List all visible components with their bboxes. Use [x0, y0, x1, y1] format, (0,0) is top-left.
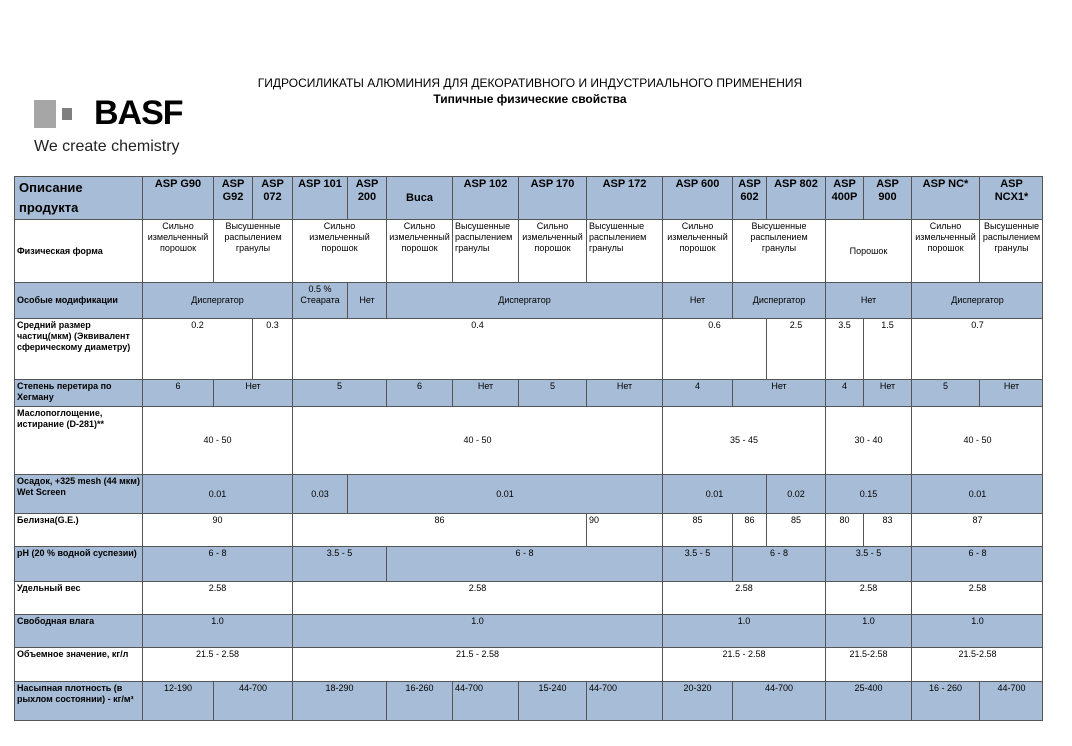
- header-buca: Buca: [386, 176, 452, 219]
- oil-value: 40 - 50: [911, 406, 1043, 474]
- logo-brand: BASF: [94, 94, 183, 132]
- header-asp-802: ASP 802: [766, 176, 825, 219]
- ph-value: 6 - 8: [911, 546, 1043, 581]
- size-value: 3.5: [825, 318, 863, 379]
- hegman-value: Нет: [213, 379, 292, 406]
- residue-value: 0.01: [347, 474, 662, 513]
- hegman-value: Нет: [452, 379, 518, 406]
- label-physical-form: Физическая форма: [14, 219, 142, 282]
- residue-value: 0.15: [825, 474, 911, 513]
- size-value: 0.6: [662, 318, 766, 379]
- moisture-value: 1.0: [825, 614, 911, 647]
- density-value: 44-700: [979, 681, 1043, 721]
- header-description: Описание продукта: [14, 176, 142, 219]
- mod-dispersant: Диспергатор: [386, 282, 662, 318]
- header-asp-nc: ASP NC*: [911, 176, 979, 219]
- form-fine-powder: Сильно измельченный порошок: [518, 219, 586, 282]
- header-asp-ncx1: ASP NCX1*: [979, 176, 1043, 219]
- density-value: 16 - 260: [911, 681, 979, 721]
- form-spray-granules: Высушенные распылением гранулы: [979, 219, 1043, 282]
- hegman-value: 5: [292, 379, 386, 406]
- hegman-value: 5: [518, 379, 586, 406]
- ph-value: 6 - 8: [142, 546, 292, 581]
- form-fine-powder: Сильно измельченный порошок: [386, 219, 452, 282]
- logo-tagline: We create chemistry: [34, 138, 180, 155]
- sg-value: 2.58: [142, 581, 292, 614]
- density-value: 44-700: [452, 681, 518, 721]
- density-value: 15-240: [518, 681, 586, 721]
- header-asp-400p: ASP 400P: [825, 176, 863, 219]
- moisture-value: 1.0: [292, 614, 662, 647]
- bulk-value: 21.5-2.58: [911, 647, 1043, 681]
- mod-dispersant: Диспергатор: [732, 282, 825, 318]
- hegman-value: 6: [386, 379, 452, 406]
- hegman-value: 4: [662, 379, 732, 406]
- density-value: 12-190: [142, 681, 213, 721]
- label-ph: pH (20 % водной суспезии): [14, 546, 142, 581]
- brightness-value: 85: [662, 513, 732, 546]
- brightness-value: 90: [142, 513, 292, 546]
- density-value: 44-700: [732, 681, 825, 721]
- brightness-value: 86: [292, 513, 586, 546]
- density-value: 20-320: [662, 681, 732, 721]
- label-residue: Осадок, +325 mesh (44 мкм) Wet Screen: [14, 474, 142, 513]
- residue-value: 0.01: [142, 474, 292, 513]
- size-value: 1.5: [863, 318, 911, 379]
- form-fine-powder: Сильно измельченный порошок: [292, 219, 386, 282]
- residue-value: 0.01: [662, 474, 766, 513]
- header-asp-g92: ASP G92: [213, 176, 252, 219]
- bulk-value: 21.5 - 2.58: [142, 647, 292, 681]
- header-asp-900: ASP 900: [863, 176, 911, 219]
- ph-value: 6 - 8: [386, 546, 662, 581]
- oil-value: 30 - 40: [825, 406, 911, 474]
- hegman-value: Нет: [979, 379, 1043, 406]
- label-specific-gravity: Удельный вес: [14, 581, 142, 614]
- mod-none: Нет: [347, 282, 386, 318]
- mod-dispersant: Диспергатор: [911, 282, 1043, 318]
- label-free-moisture: Свободная влага: [14, 614, 142, 647]
- header-asp-g90: ASP G90: [142, 176, 213, 219]
- header-asp-101: ASP 101: [292, 176, 347, 219]
- sg-value: 2.58: [292, 581, 662, 614]
- form-spray-granules: Высушенные распылением гранулы: [732, 219, 825, 282]
- form-spray-granules: Высушенные распылением гранулы: [586, 219, 662, 282]
- form-spray-granules: Высушенные распылением гранулы: [213, 219, 292, 282]
- label-particle-size: Средний размер частиц(мкм) (Эквивалент сферическому диаметру): [14, 318, 142, 379]
- size-value: 0.2: [142, 318, 252, 379]
- density-value: 16-260: [386, 681, 452, 721]
- hegman-value: Нет: [863, 379, 911, 406]
- ph-value: 3.5 - 5: [292, 546, 386, 581]
- label-bulk-value: Объемное значение, кг/л: [14, 647, 142, 681]
- header-asp-172: ASP 172: [586, 176, 662, 219]
- header-asp-602: ASP 602: [732, 176, 766, 219]
- ph-value: 6 - 8: [732, 546, 825, 581]
- sg-value: 2.58: [911, 581, 1043, 614]
- label-special-modifications: Особые модификации: [14, 282, 142, 318]
- residue-value: 0.03: [292, 474, 347, 513]
- bulk-value: 21.5 - 2.58: [662, 647, 825, 681]
- mod-none: Нет: [662, 282, 732, 318]
- ph-value: 3.5 - 5: [662, 546, 732, 581]
- form-fine-powder: Сильно измельченный порошок: [142, 219, 213, 282]
- header-asp-600: ASP 600: [662, 176, 732, 219]
- moisture-value: 1.0: [142, 614, 292, 647]
- bulk-value: 21.5-2.58: [825, 647, 911, 681]
- form-fine-powder: Сильно измельченный порошок: [662, 219, 732, 282]
- density-value: 25-400: [825, 681, 911, 721]
- form-powder: Порошок: [825, 219, 911, 282]
- density-value: 18-290: [292, 681, 386, 721]
- size-value: 2.5: [766, 318, 825, 379]
- page-title: ГИДРОСИЛИКАТЫ АЛЮМИНИЯ ДЛЯ ДЕКОРАТИВНОГО И ИНДУСТРИАЛЬНОГО ПРИМЕНЕНИЯ: [257, 76, 803, 90]
- brightness-value: 83: [863, 513, 911, 546]
- hegman-value: Нет: [586, 379, 662, 406]
- form-fine-powder: Сильно измельченный порошок: [911, 219, 979, 282]
- brightness-value: 80: [825, 513, 863, 546]
- ph-value: 3.5 - 5: [825, 546, 911, 581]
- size-value: 0.4: [292, 318, 662, 379]
- mod-dispersant: Диспергатор: [142, 282, 292, 318]
- oil-value: 40 - 50: [292, 406, 662, 474]
- mod-none: Нет: [825, 282, 911, 318]
- size-value: 0.3: [252, 318, 292, 379]
- form-spray-granules: Высушенные распылением гранулы: [452, 219, 518, 282]
- label-bulk-density: Насыпная плотность (в рыхлом состоянии) - кг/м³: [14, 681, 142, 721]
- label-hegman: Степень перетира по Хегману: [14, 379, 142, 406]
- oil-value: 35 - 45: [662, 406, 825, 474]
- brightness-value: 90: [586, 513, 662, 546]
- header-asp-102: ASP 102: [452, 176, 518, 219]
- hegman-value: Нет: [732, 379, 825, 406]
- residue-value: 0.01: [911, 474, 1043, 513]
- header-asp-200: ASP 200: [347, 176, 386, 219]
- sg-value: 2.58: [662, 581, 825, 614]
- density-value: 44-700: [213, 681, 292, 721]
- oil-value: 40 - 50: [142, 406, 292, 474]
- brightness-value: 86: [732, 513, 766, 546]
- header-asp-170: ASP 170: [518, 176, 586, 219]
- moisture-value: 1.0: [911, 614, 1043, 647]
- hegman-value: 4: [825, 379, 863, 406]
- size-value: 0.7: [911, 318, 1043, 379]
- residue-value: 0.02: [766, 474, 825, 513]
- moisture-value: 1.0: [662, 614, 825, 647]
- brightness-value: 87: [911, 513, 1043, 546]
- density-value: 44-700: [586, 681, 662, 721]
- label-oil-absorption: Маслопоглощение, истирание (D-281)**: [14, 406, 142, 474]
- page-subtitle: Типичные физические свойства: [433, 92, 627, 106]
- hegman-value: 5: [911, 379, 979, 406]
- hegman-value: 6: [142, 379, 213, 406]
- bulk-value: 21.5 - 2.58: [292, 647, 662, 681]
- header-asp-072: ASP 072: [252, 176, 292, 219]
- label-brightness: Белизна(G.E.): [14, 513, 142, 546]
- mod-stearate: 0.5 % Стеарата: [292, 282, 347, 318]
- sg-value: 2.58: [825, 581, 911, 614]
- brightness-value: 85: [766, 513, 825, 546]
